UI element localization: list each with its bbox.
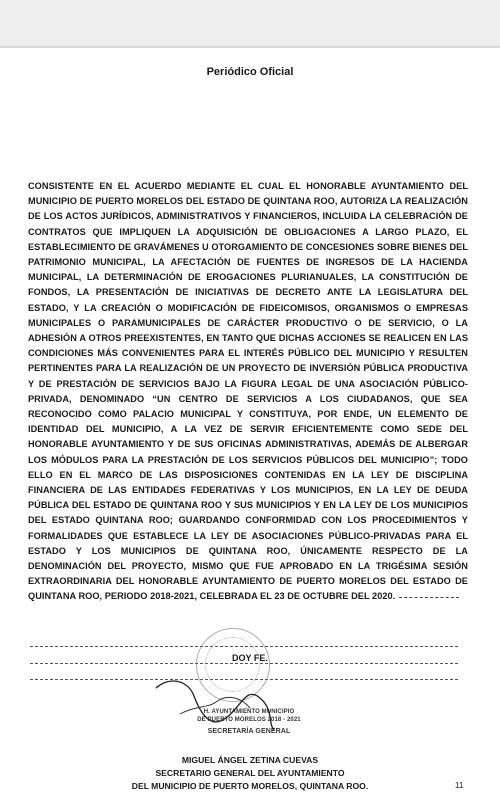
- page-top-edge: [0, 46, 500, 48]
- doy-fe-text: DOY FE.: [232, 653, 268, 663]
- stamp-line-1: H. AYUNTAMIENTO MUNICIPIO: [203, 709, 295, 715]
- viewer-top-strip: [0, 0, 500, 46]
- signatory-name: MIGUEL ÁNGEL ZETINA CUEVAS: [181, 755, 319, 765]
- body-paragraph-text: CONSISTENTE EN EL ACUERDO MEDIANTE EL CUAL EL HONORABLE AYUNTAMIENTO DEL MUNICIPIO DE PUERTO MORELOS DEL ESTADO DE QUINTANA ROO, AUTORIZA LA REALIZACIÓN DE LOS ACTOS JURÍDICOS, ADMINISTRATIVOS Y FINANCIEROS, INCLUIDA LA CELEBRACIÓN DE CONTRATOS QUE IMPLIQUEN LA ADQUISICIÓN DE OBLIGACIONES A LARGO PLAZO, EL ESTABLECIMIENTO DE GRAVÁMENES U OTORGAMIENTO DE CONCESIONES SOBRE BIENES DEL PATRIMONIO MUNICIPAL, LA AFECTACIÓN DE FUENTES DE INGRESOS DE LA HACIENDA MUNICIPAL, LA DETERMINACIÓN DE EROGACIONES PLURIANUALES, LA CONSTITUCIÓN DE FONDOS, LA PRESENTACIÓN DE INICIATIVAS DE DECRETO ANTE LA LEGISLATURA DEL ESTADO, Y LA CREACIÓN O MODIFICACIÓN DE FIDEICOMISOS, ORGANISMOS O EMPRESAS MUNICIPALES O PARAMUNICIPALES DE CARÁCTER PRODUCTIVO O DE SERVICIO, O LA ADHESIÓN A OTROS PREEXISTENTES, EN TANTO QUE DICHAS ACCIONES SE REALICEN EN LAS CONDICIONES MÁS CONVENIENTES PARA EL INTERÉS PÚBLICO DEL MUNICIPIO Y RESULTEN PERTINENTES PARA LA REALIZACIÓN DE UN PROYECTO DE INVERSIÓN PÚBLICA PRODUCTIVA Y DE PRESTACIÓN DE SERVICIOS BAJO LA FIGURA LEGAL DE UNA ASOCIACIÓN PÚBLICO-PRIVADA, DENOMINADO “UN CENTRO DE SERVICIOS A LOS CIUDADANOS, QUE SEA RECONOCIDO COMO PALACIO MUNICIPAL Y CONSTITUYA, POR ENDE, UN ELEMENTO DE IDENTIDAD DEL MUNICIPIO, A LA VEZ DE SERVIR EFICIENTEMENTE COMO SEDE DEL HONORABLE AYUNTAMIENTO Y DE SUS OFICINAS ADMINISTRATIVAS, ADEMÁS DE ALBERGAR LOS MÓDULOS PARA LA PRESTACIÓN DE LOS SERVICIOS PÚBLICOS DEL MUNICIPIO”; TODO ELLO EN EL MARCO DE LAS DISPOSICIONES CONTENIDAS EN LA LEY DE DISCIPLINA FINANCIERA DE LAS ENTIDADES FEDERATIVAS Y LOS MUNICIPIOS, EN LA LEY DE DEUDA PÚBLICA DEL ESTADO DE QUINTANA ROO Y SUS MUNICIPIOS Y EN LA LEY DE LOS MUNICIPIOS DEL ESTADO QUINTANA ROO; GUARDANDO CONFORMIDAD CON LOS PROCEDIMIENTOS Y FORMALIDADES QUE ESTABLECE LA LEY DE ASOCIACIONES PÚBLICO-PRIVADAS PARA EL ESTADO Y LOS MUNICIPIOS DE QUINTANA ROO, ÚNICAMENTE RESPECTO DE LA DENOMINACIÓN DEL PROYECTO, MISMO QUE FUE APROBADO EN LA TRIGÉSIMA SESIÓN EXTRAORDINARIA DEL HONORABLE AYUNTAMIENTO DE PUERTO MORELOS DEL ESTADO DE QUINTANA ROO, PERIODO 2018-2021, CELEBRADA EL 23 DE OCTUBRE DEL 2020.: [28, 181, 468, 602]
- stamp-line-2: DE PUERTO MORELOS 2018 - 2021: [197, 717, 301, 723]
- stamp-line-3: SECRETARÍA GENERAL: [207, 728, 291, 735]
- fill-line: [399, 596, 459, 598]
- body-paragraph: [28, 179, 468, 605]
- page-header-title: Periódico Oficial: [206, 66, 294, 78]
- handwritten-signature: [150, 668, 280, 738]
- signatory-municipality: DEL MUNICIPIO DE PUERTO MORELOS, QUINTANA ROO.: [131, 781, 369, 791]
- page-number: 11: [455, 781, 464, 790]
- signatory-title: SECRETARIO GENERAL DEL AYUNTAMIENTO: [155, 768, 345, 778]
